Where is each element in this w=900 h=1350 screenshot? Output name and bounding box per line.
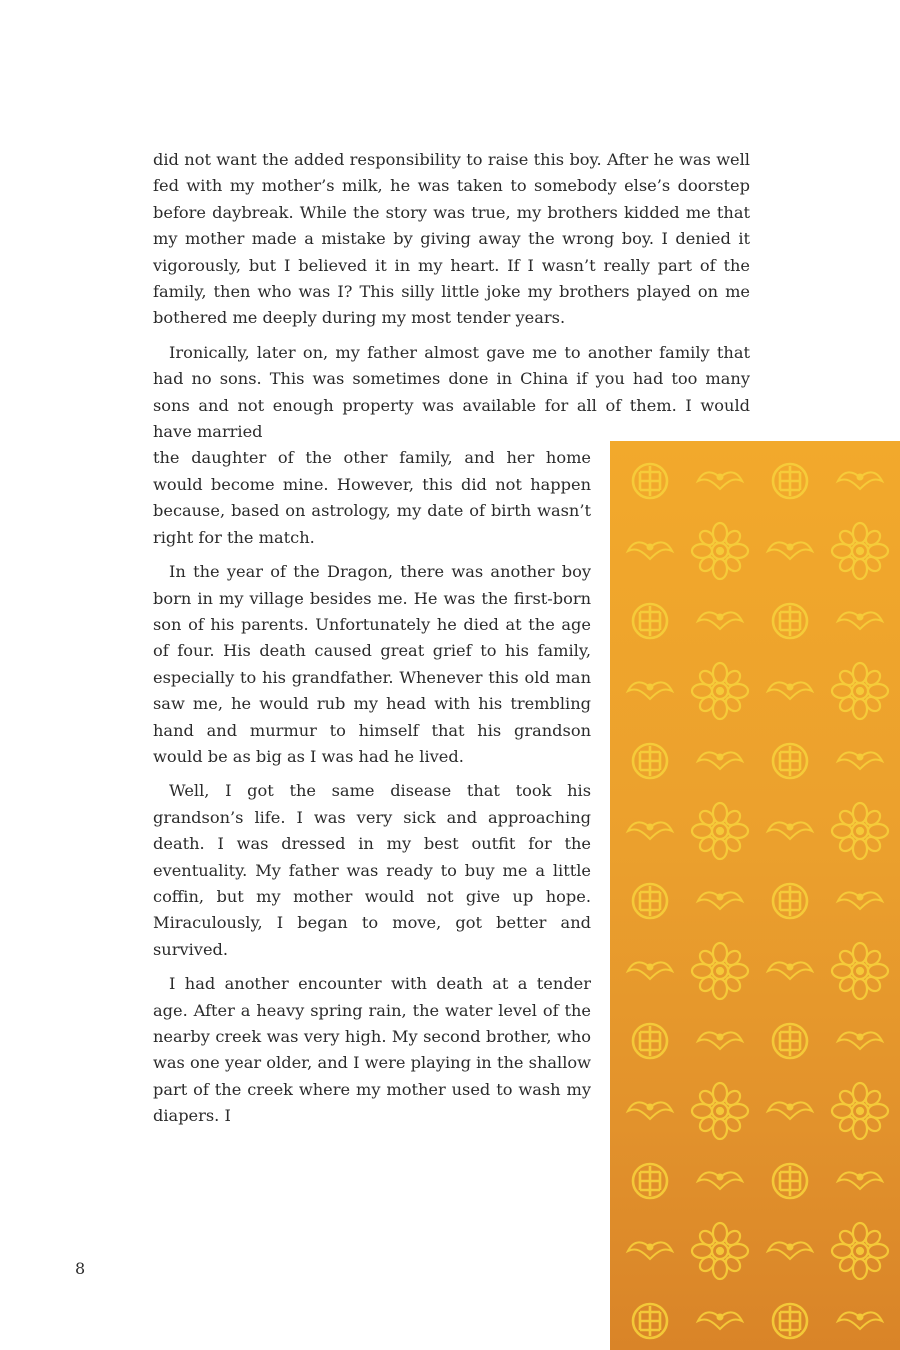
paragraph-3: In the year of the Dragon, there was another boy born in my village besides me. He was the first-born son of his parents. Unfortunately he died at the age of four. His death caused great grief to his family, especially to his grandfather. Whenever this old man saw me, he would rub my head with his trembling hand and murmur to himself that his grandson would be as big as I was had he lived. (153, 562, 591, 766)
page-number: 8 (75, 1259, 86, 1278)
paragraph-2-continued: the daughter of the other family, and her home would become mine. However, this did not happen because, based on astrology, my date of birth wasn’t right for the match. (153, 448, 591, 547)
paragraph-4: Well, I got the same disease that took his grandson’s life. I was very sick and approaching death. I was dressed in my best outfit for the eventuality. My father was ready to buy me a little coffin, but my mother would not give up hope. Miraculously, I began to move, got better and survived. (153, 781, 591, 959)
chinese-shou-floral-pattern-icon (610, 441, 900, 1350)
paragraph-1: did not want the added responsibility to raise this boy. After he was well fed with my mother’s milk, he was taken to somebody else’s doorstep before daybreak. While the story was true, my brothers kidded me that my mother made a mistake by giving away the wrong boy. I denied it vigorously, but I believed it in my heart. If I wasn’t really part of the family, then who was I? This silly little joke my brothers played on me bothered me deeply during my most tender years. (153, 150, 750, 328)
paragraph-5: I had another encounter with death at a tender age. After a heavy spring rain, the water level of the nearby creek was very high. My second brother, who was one year older, and I were playing in the shallow part of the creek where my mother used to wash my diapers. I (153, 974, 591, 1126)
decorative-pattern-panel (610, 441, 900, 1350)
paragraph-2-full-width: Ironically, later on, my father almost gave me to another family that had no sons. This was sometimes done in China if you had too many sons and not enough property was available for all of them. I would have married (153, 342, 750, 442)
